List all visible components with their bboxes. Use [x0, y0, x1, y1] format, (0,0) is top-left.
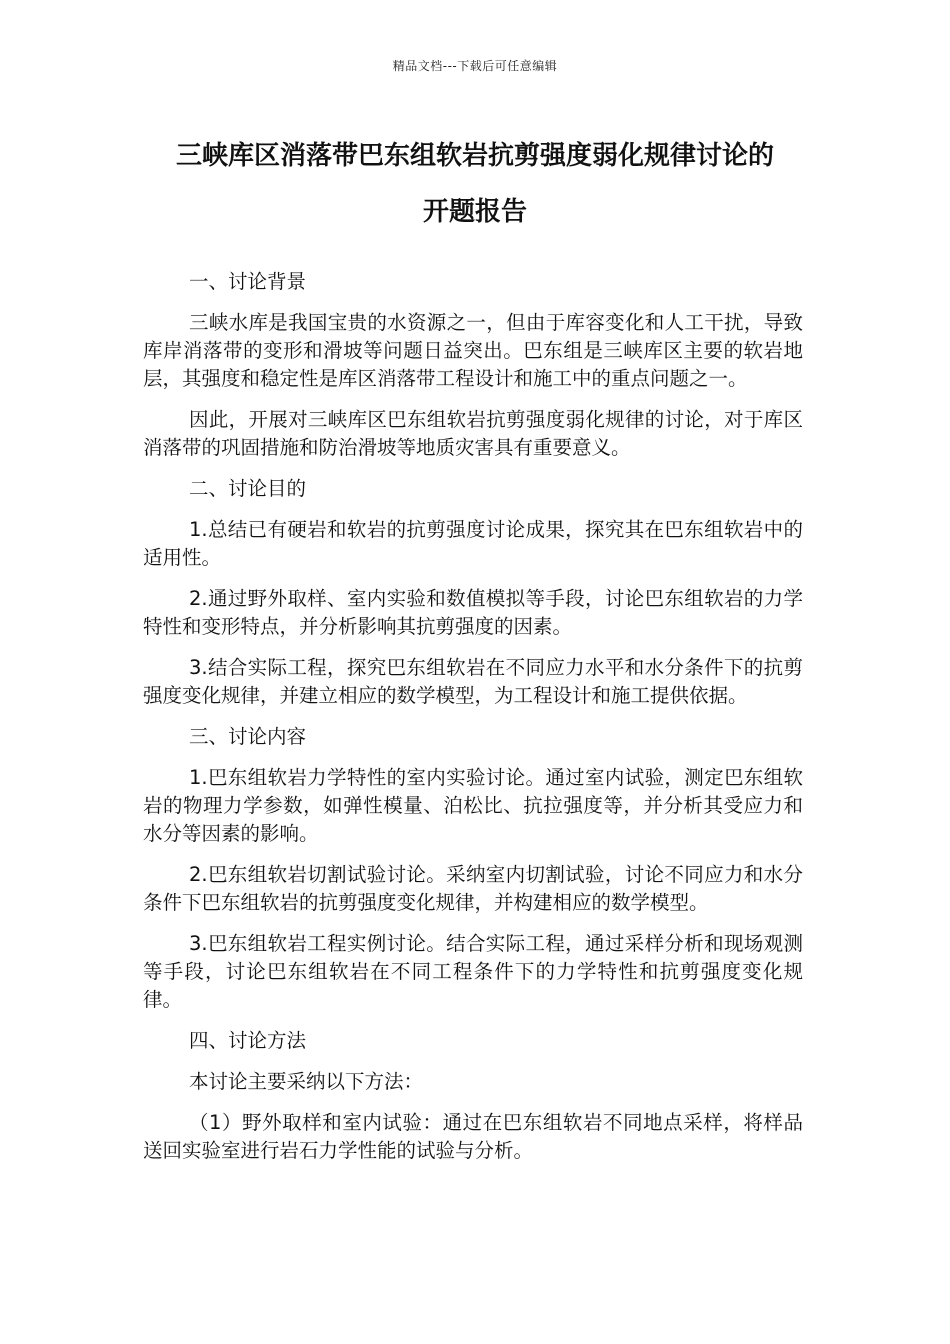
section-heading-background: 一、讨论背景 — [189, 270, 307, 293]
section-heading-purpose: 二、讨论目的 — [189, 477, 307, 500]
document-title — [120, 128, 830, 240]
paragraph: 1.巴东组软岩力学特性的室内实验讨论。通过室内试验，测定巴东组软岩的物理力学参数，如弹性模量、泊松比、抗拉强度等，并分析其受应力和水分等因素的影响。 — [143, 766, 803, 845]
document-body — [143, 268, 803, 1178]
paragraph: 1.总结已有硬岩和软岩的抗剪强度讨论成果，探究其在巴东组软岩中的适用性。 — [143, 518, 803, 569]
title-line-2: 开题报告 — [422, 197, 527, 227]
paragraph: 3.结合实际工程，探究巴东组软岩在不同应力水平和水分条件下的抗剪强度变化规律，并建立相应的数学模型，为工程设计和施工提供依据。 — [143, 656, 803, 707]
paragraph: （1）野外取样和室内试验：通过在巴东组软岩不同地点采样，将样品送回实验室进行岩石力学性能的试验与分析。 — [143, 1111, 803, 1162]
title-line-1: 三峡库区消落带巴东组软岩抗剪强度弱化规律讨论的 — [175, 141, 774, 171]
paragraph: 3.巴东组软岩工程实例讨论。结合实际工程，通过采样分析和现场观测等手段，讨论巴东组软岩在不同工程条件下的力学特性和抗剪强度变化规律。 — [143, 932, 803, 1011]
paragraph: 三峡水库是我国宝贵的水资源之一，但由于库容变化和人工干扰，导致库岸消落带的变形和滑坡等问题日益突出。巴东组是三峡库区主要的软岩地层，其强度和稳定性是库区消落带工程设计和施工中的重点问题之一。 — [143, 311, 803, 390]
paragraph: 2.通过野外取样、室内实验和数值模拟等手段，讨论巴东组软岩的力学特性和变形特点，并分析影响其抗剪强度的因素。 — [143, 587, 803, 638]
paragraph: 2.巴东组软岩切割试验讨论。采纳室内切割试验，讨论不同应力和水分条件下巴东组软岩的抗剪强度变化规律，并构建相应的数学模型。 — [143, 863, 803, 914]
paragraph: 本讨论主要采纳以下方法： — [189, 1070, 424, 1093]
paragraph: 因此，开展对三峡库区巴东组软岩抗剪强度弱化规律的讨论，对于库区消落带的巩固措施和防治滑坡等地质灾害具有重要意义。 — [143, 408, 803, 459]
section-heading-content: 三、讨论内容 — [189, 725, 307, 748]
section-heading-methods: 四、讨论方法 — [189, 1029, 307, 1052]
header-note: 精品文档---下载后可任意编辑 — [392, 59, 558, 73]
